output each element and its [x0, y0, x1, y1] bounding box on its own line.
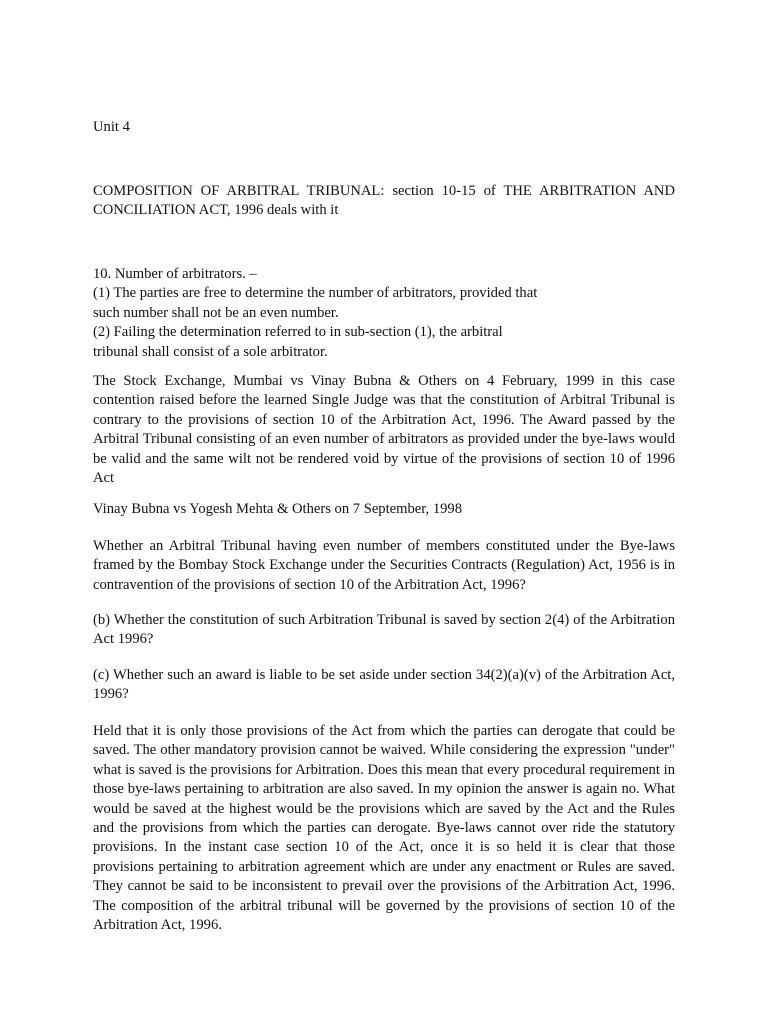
section-10-title: 10. Number of arbitrators. – [93, 266, 257, 282]
section-10-block [93, 265, 675, 362]
document-page [93, 0, 675, 1024]
section-10-line: tribunal shall consist of a sole arbitrator. [93, 343, 328, 360]
case-vinay-bubna-title: Vinay Bubna vs Yogesh Mehta & Others on 7 September, 1998 [93, 501, 463, 517]
question-a-paragraph: Whether an Arbitral Tribunal having even number of members constituted under the Bye-laws framed by the Bombay Stock Exchange under the Securities Contracts (Regulation) Act, 1956 is in contravention of the provisions of section 10 of the Arbitration Act, 1996? [93, 538, 675, 593]
held-paragraph: Held that it is only those provisions of the Act from which the parties can derogate that could be saved. The other mandatory provision cannot be waived. While considering the expression "under" what is saved is the provisions for Arbitration. Does this mean that every procedural requirement in those bye-laws pertaining to arbitration are also saved. In my opinion the answer is again no. What would be saved at the highest would be the provisions which are saved by the Act and the Rules and the provisions from which the parties can derogate. Bye-laws cannot over ride the statutory provisions. In the instant case section 10 of the Act, once it is so held it is clear that those provisions pertaining to arbitration agreement which are under any enactment or Rules are saved. They cannot be said to be inconsistent to prevail over the provisions of the Arbitration Act, 1996. The composition of the arbitral tribunal will be governed by the provisions of section 10 of the Arbitration Act, 1996. [93, 723, 675, 934]
question-c-paragraph: (c) Whether such an award is liable to be set aside under section 34(2)(a)(v) of the Arbitration Act, 1996? [93, 667, 675, 703]
section-10-line: (2) Failing the determination referred to in sub-section (1), the arbitral [93, 324, 503, 341]
section-10-line: (1) The parties are free to determine the number of arbitrators, provided that [93, 285, 538, 302]
case-stock-exchange-paragraph: The Stock Exchange, Mumbai vs Vinay Bubna & Others on 4 February, 1999 in this case contention raised before the learned Single Judge was that the constitution of Arbitral Tribunal is contrary to the provisions of section 10 of the Arbitration Act, 1996. The Award passed by the Arbitral Tribunal consisting of an even number of arbitrators as provided under the bye-laws would be valid and the same wilt not be rendered void by virtue of the provisions of section 10 of 1996 Act [93, 373, 675, 487]
unit-heading: Unit 4 [93, 119, 130, 135]
question-b-paragraph: (b) Whether the constitution of such Arbitration Tribunal is saved by section 2(4) of the Arbitration Act 1996? [93, 612, 675, 648]
composition-heading: COMPOSITION OF ARBITRAL TRIBUNAL: section 10-15 of THE ARBITRATION AND CONCILIATION ACT, 1996 deals with it [93, 183, 675, 219]
section-10-line: such number shall not be an even number. [93, 304, 339, 321]
